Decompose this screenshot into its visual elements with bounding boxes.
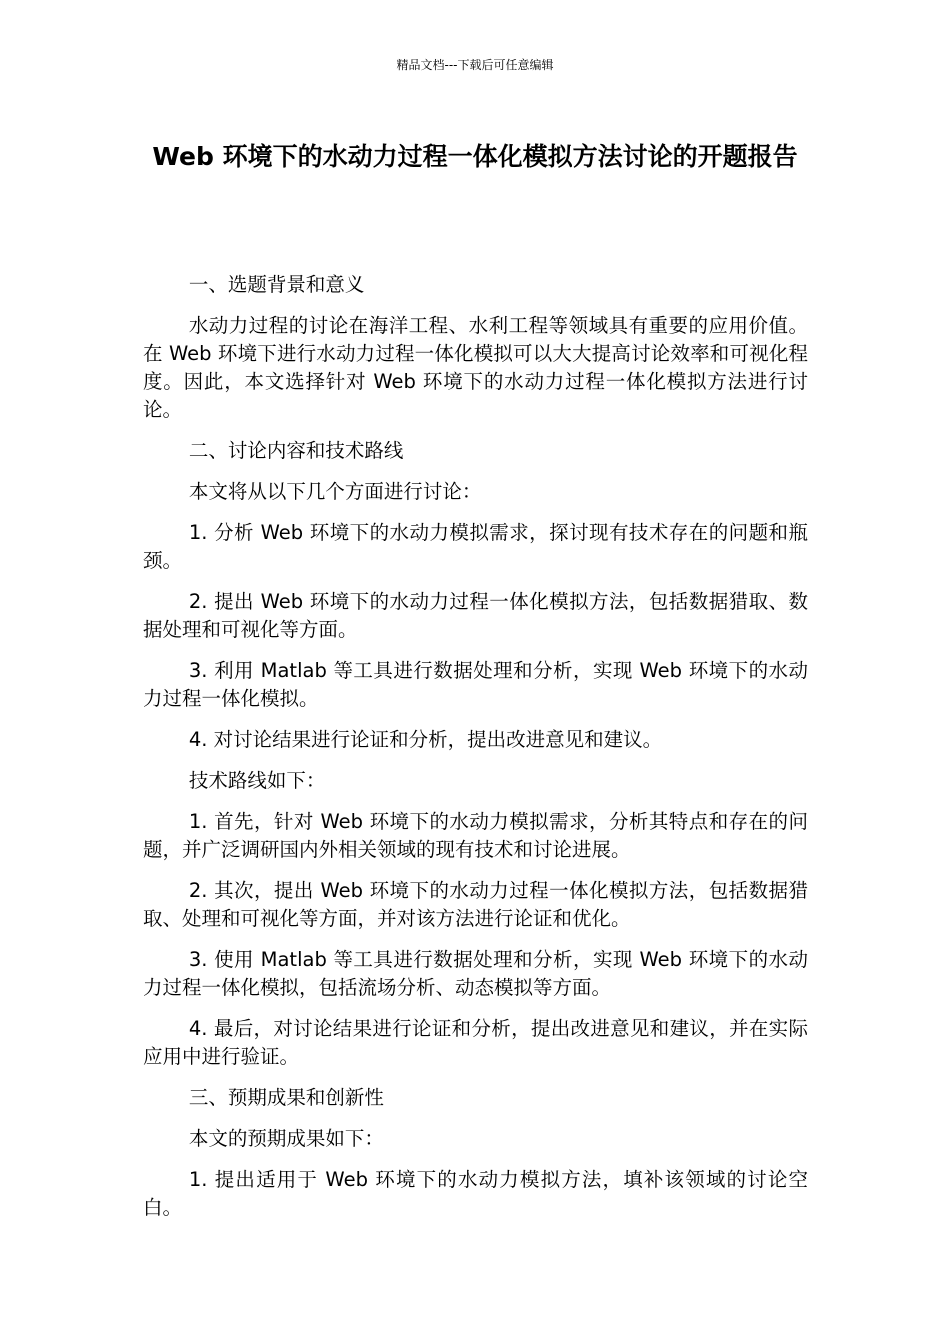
list-item: 3. 使用 Matlab 等工具进行数据处理和分析，实现 Web 环境下的水动力过程一体化模拟，包括流场分析、动态模拟等方面。 (143, 948, 808, 999)
list-item: 2. 提出 Web 环境下的水动力过程一体化模拟方法，包括数据猎取、数据处理和可视化等方面。 (143, 590, 808, 641)
list-item: 1. 分析 Web 环境下的水动力模拟需求，探讨现有技术存在的问题和瓶颈。 (143, 521, 808, 572)
section-heading-outcomes: 三、预期成果和创新性 (188, 1086, 384, 1109)
list-item: 1. 提出适用于 Web 环境下的水动力模拟方法，填补该领域的讨论空白。 (143, 1168, 808, 1219)
section-heading-background: 一、选题背景和意义 (188, 273, 365, 296)
page-header: 精品文档---下载后可任意编辑 (396, 58, 554, 72)
section-heading-content: 二、讨论内容和技术路线 (188, 439, 404, 462)
paragraph-outcomes-intro: 本文的预期成果如下： (188, 1127, 384, 1150)
document-title: Web 环境下的水动力过程一体化模拟方法讨论的开题报告 (152, 142, 798, 171)
document-body (143, 271, 808, 1235)
list-item: 4. 对讨论结果进行论证和分析，提出改进意见和建议。 (188, 728, 663, 751)
paragraph-route-intro: 技术路线如下： (188, 769, 326, 792)
list-item: 3. 利用 Matlab 等工具进行数据处理和分析，实现 Web 环境下的水动力过程一体化模拟。 (143, 659, 808, 710)
paragraph-intro: 本文将从以下几个方面进行讨论： (188, 480, 482, 503)
list-item: 4. 最后，对讨论结果进行论证和分析，提出改进意见和建议，并在实际应用中进行验证。 (143, 1017, 808, 1068)
list-item: 1. 首先，针对 Web 环境下的水动力模拟需求，分析其特点和存在的问题，并广泛调研国内外相关领域的现有技术和讨论进展。 (143, 810, 808, 861)
list-item: 2. 其次，提出 Web 环境下的水动力过程一体化模拟方法，包括数据猎取、处理和可视化等方面，并对该方法进行论证和优化。 (143, 879, 808, 930)
paragraph-background: 水动力过程的讨论在海洋工程、水利工程等领域具有重要的应用价值。在 Web 环境下进行水动力过程一体化模拟可以大大提高讨论效率和可视化程度。因此，本文选择针对 Web 环境下的水动力过程一体化模拟方法进行讨论。 (143, 314, 808, 421)
